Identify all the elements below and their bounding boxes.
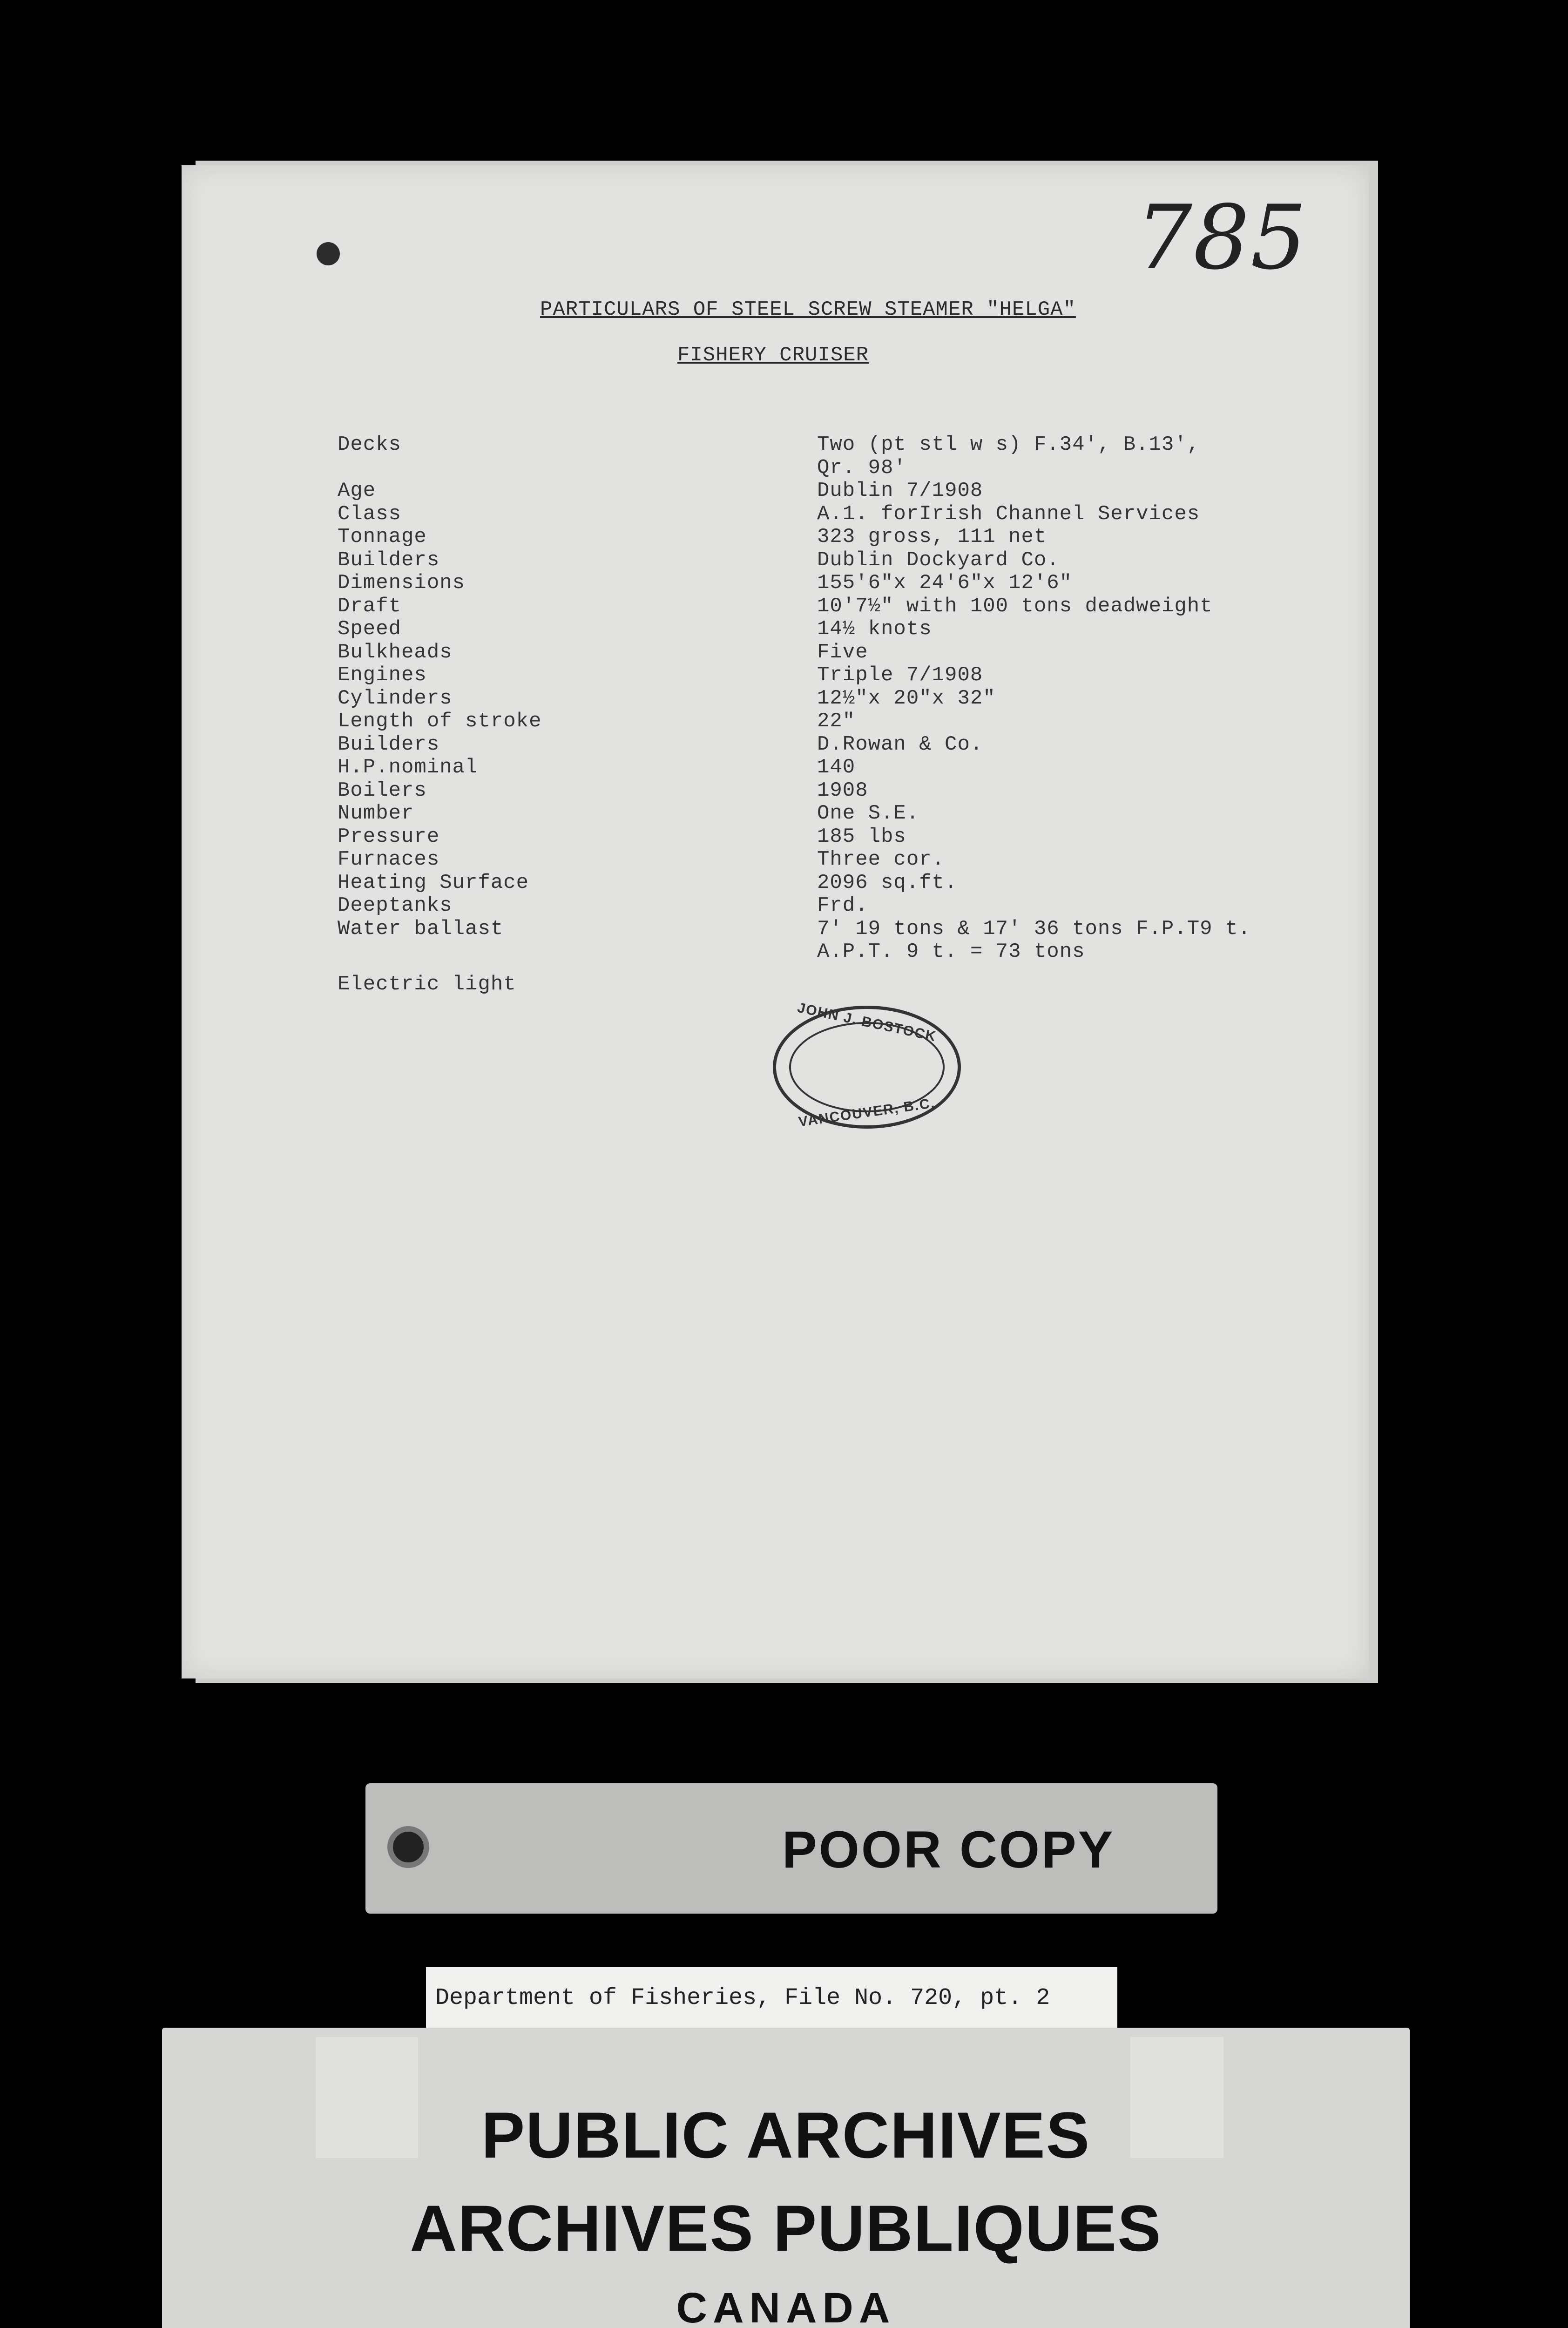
spec-value: 140 [817,756,856,779]
bostock-stamp [773,1000,961,1130]
spec-value: Frd. [817,894,868,917]
spec-label: Boilers [338,778,427,802]
spec-value: Dublin Dockyard Co. [817,548,1060,572]
spec-value: 7' 19 tons & 17' 36 tons F.P.T9 t. [817,917,1251,941]
spec-value: D.Rowan & Co. [817,732,983,756]
spec-value: Dublin 7/1908 [817,479,983,502]
spec-value: 12½"x 20"x 32" [817,686,996,710]
spec-value: Qr. 98' [817,456,906,480]
spec-value: 1908 [817,778,868,802]
grommet-hole [387,1826,429,1868]
spec-value: 22" [817,710,856,733]
spec-label: Electric light [338,972,516,996]
spec-label: Furnaces [338,848,440,871]
spec-label: Age [338,479,376,502]
poor-copy-label [365,1783,1217,1914]
spec-value: One S.E. [817,802,919,825]
archives-line-3: CANADA [676,2284,896,2328]
handwritten-number: 785 [1136,186,1308,289]
spec-label: Builders [338,548,440,572]
stamp-top-text: JOHN J. BOSTOCK [796,1000,938,1045]
spec-label: Cylinders [338,686,453,710]
archives-line-1: PUBLIC ARCHIVES [481,2098,1091,2172]
spec-label: Engines [338,663,427,687]
spec-label: Speed [338,617,402,641]
spec-value: 2096 sq.ft. [817,871,958,894]
spec-label: Water ballast [338,917,504,941]
spec-label: Number [338,802,414,825]
spec-label: Heating Surface [338,871,529,894]
spec-label: Dimensions [338,571,466,595]
spec-value: Triple 7/1908 [817,663,983,687]
punch-hole [317,242,340,265]
spec-label: Draft [338,594,402,618]
spec-value: 155'6"x 24'6"x 12'6" [817,571,1073,595]
spec-label: Deeptanks [338,894,453,917]
poor-copy-text: POOR COPY [782,1820,1115,1879]
spec-label: Class [338,502,402,526]
spec-value: A.P.T. 9 t. = 73 tons [817,940,1085,963]
file-reference-text: Department of Fisheries, File No. 720, pt. 2 [435,1985,1050,2011]
document-subtitle: FISHERY CRUISER [677,344,869,367]
spec-value: Five [817,640,868,664]
spec-value: Three cor. [817,848,945,871]
document-title: PARTICULARS OF STEEL SCREW STEAMER "HELGA" [540,298,1076,321]
spec-label: Bulkheads [338,640,453,664]
spec-label: Length of stroke [338,710,542,733]
spec-value: Two (pt stl w s) F.34', B.13', [817,433,1200,456]
spec-value: 10'7½" with 100 tons deadweight [817,594,1213,618]
archives-card [162,2028,1410,2328]
spec-value: 185 lbs [817,825,906,848]
spec-value: 323 gross, 111 net [817,525,1047,548]
file-reference-label [426,1967,1117,2030]
spec-label: Tonnage [338,525,427,548]
spec-label: H.P.nominal [338,756,478,779]
spec-label: Decks [338,433,402,456]
spec-label: Builders [338,732,440,756]
spec-label: Pressure [338,825,440,848]
archives-line-2: ARCHIVES PUBLIQUES [410,2192,1162,2265]
spec-value: 14½ knots [817,617,932,641]
stamp-bottom-text: VANCOUVER, B.C. [797,1095,936,1130]
spec-value: A.1. forIrish Channel Services [817,502,1200,526]
